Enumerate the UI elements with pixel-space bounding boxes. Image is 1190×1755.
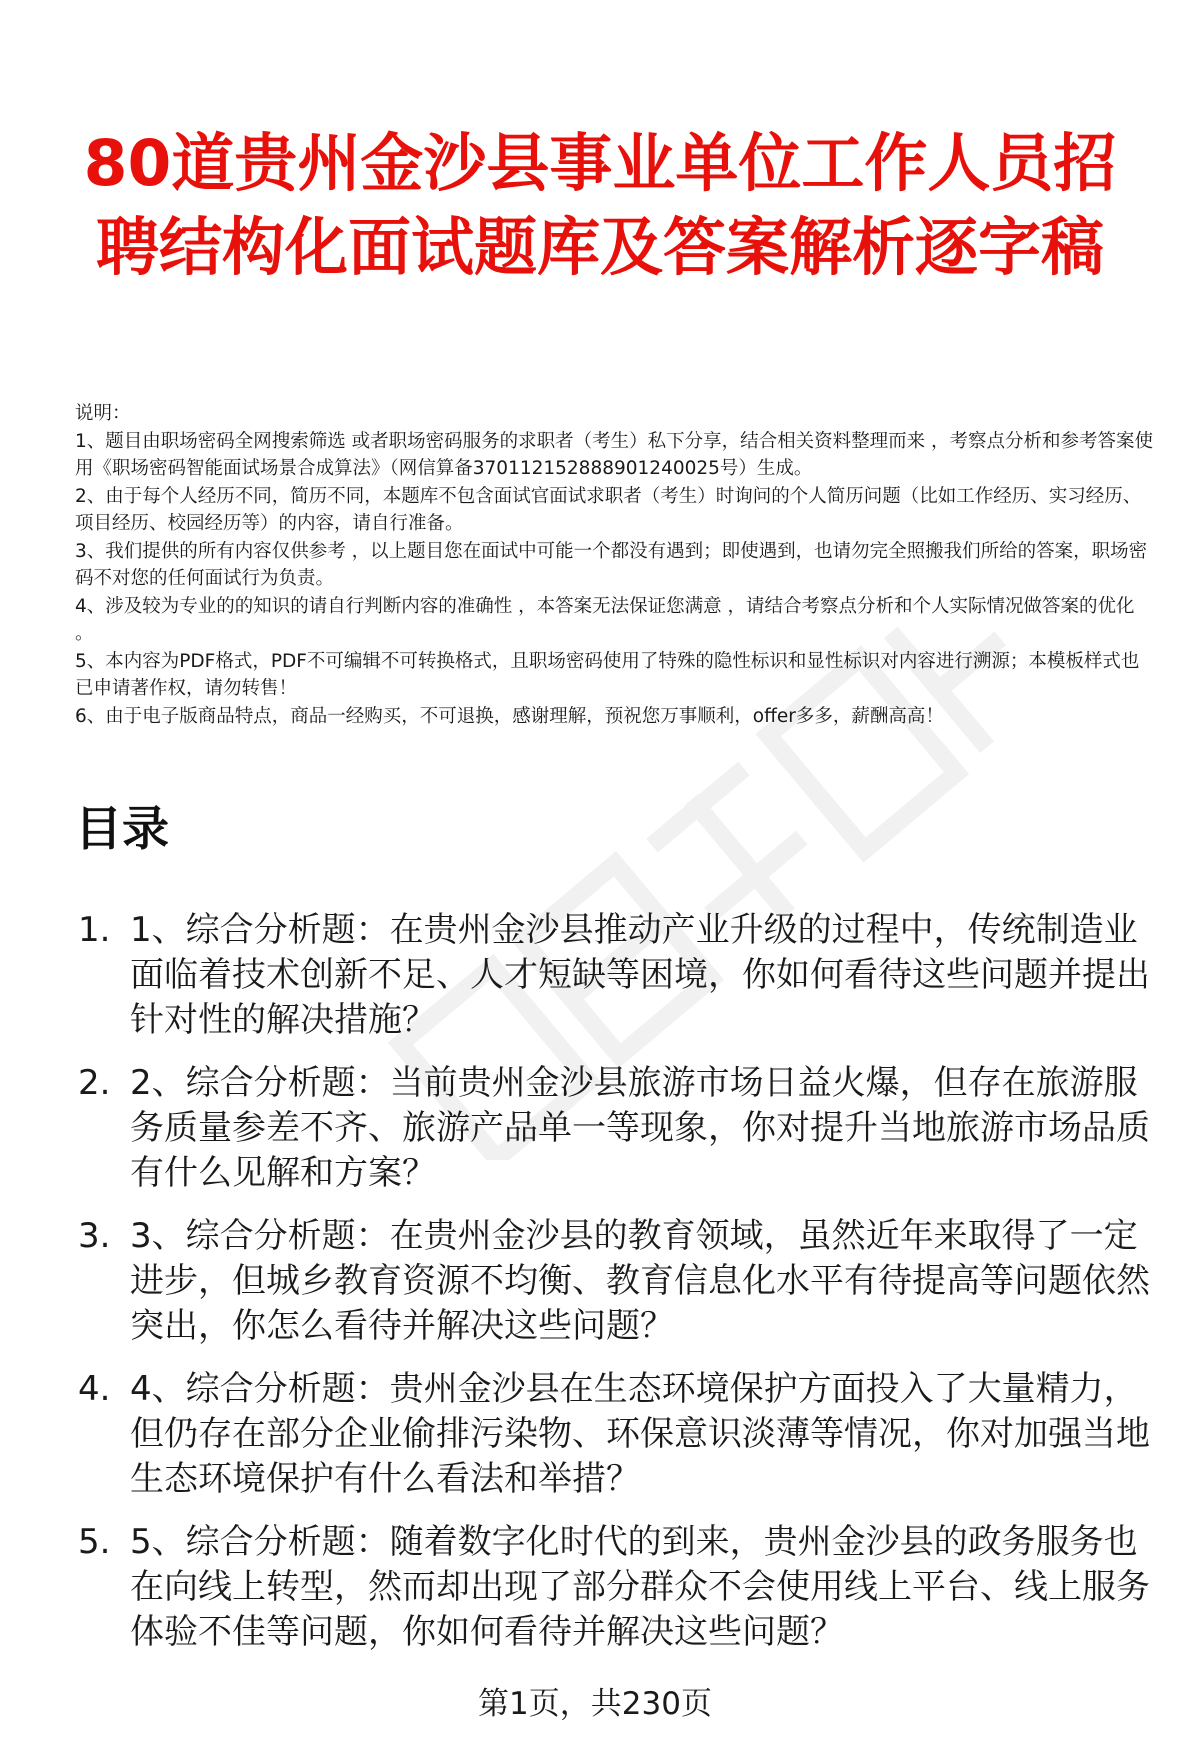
note-item: 1、题目由职场密码全网搜索筛选 或者职场密码服务的求职者（考生）私下分享，结合相关资料整理而来 ，考察点分析和参考答案使用《职场密码智能面试场景合成算法》（网信算备370112152888901240025号）生成。 (75, 430, 1154, 479)
toc-item-text[interactable]: 3、综合分析题：在贵州金沙县的教育领域，虽然近年来取得了一定进步，但城乡教育资源不均衡、教育信息化水平有待提高等问题依然突出，你怎么看待并解决这些问题？ (130, 1216, 1150, 1346)
note-item: 2、由于每个人经历不同，简历不同，本题库不包含面试官面试求职者（考生）时询问的个人简历问题（比如工作经历、实习经历、项目经历、校园经历等）的内容，请自行准备。 (75, 485, 1142, 534)
toc-item-text[interactable]: 1、综合分析题：在贵州金沙县推动产业升级的过程中，传统制造业面临着技术创新不足、人才短缺等困境，你如何看待这些问题并提出针对性的解决措施？ (130, 910, 1150, 1040)
toc-item-number: 3. (78, 1216, 111, 1256)
toc-item-number: 2. (78, 1063, 111, 1103)
notes-heading: 说明： (75, 403, 131, 424)
note-item: 4、涉及较为专业的的知识的请自行判断内容的准确性 ，本答案无法保证您满意 ，请结合考察点分析和个人实际情况做答案的优化 。 (75, 595, 1135, 644)
note-item: 5、本内容为PDF格式，PDF不可编辑不可转换格式，且职场密码使用了特殊的隐性标识和显性标识对内容进行溯源；本模板样式也已申请著作权，请勿转售！ (75, 650, 1140, 699)
toc-item[interactable] (78, 1061, 1168, 1196)
toc-item[interactable] (78, 1214, 1168, 1349)
toc-item-number: 5. (78, 1522, 111, 1562)
page-number-footer: 第1页，共230页 (478, 1686, 712, 1722)
toc-item-number: 4. (78, 1369, 111, 1409)
toc-item[interactable] (78, 1520, 1168, 1655)
note-item: 3、我们提供的所有内容仅供参考 ，以上题目您在面试中可能一个都没有遇到；即使遇到，也请勿完全照搬我们所给的答案，职场密码不对您的任何面试行为负责。 (75, 540, 1148, 589)
toc-item[interactable] (78, 908, 1168, 1043)
toc-item-number: 1. (78, 910, 111, 950)
toc-list (78, 908, 1168, 1673)
toc-item-text[interactable]: 2、综合分析题：当前贵州金沙县旅游市场日益火爆，但存在旅游服务质量参差不齐、旅游产品单一等现象，你对提升当地旅游市场品质有什么见解和方案？ (130, 1063, 1150, 1193)
disclaimer-notes (75, 400, 1155, 730)
toc-heading: 目录 (75, 802, 169, 857)
toc-item[interactable] (78, 1367, 1168, 1502)
toc-item-text[interactable]: 4、综合分析题：贵州金沙县在生态环境保护方面投入了大量精力，但仍存在部分企业偷排污染物、环保意识淡薄等情况，你对加强当地生态环境保护有什么看法和举措？ (130, 1369, 1150, 1499)
document-title: 80道贵州金沙县事业单位工作人员招聘结构化面试题库及答案解析逐字稿 (83, 127, 1117, 284)
toc-item-text[interactable]: 5、综合分析题：随着数字化时代的到来，贵州金沙县的政务服务也在向线上转型，然而却出现了部分群众不会使用线上平台、线上服务体验不佳等问题，你如何看待并解决这些问题？ (130, 1522, 1150, 1652)
note-item: 6、由于电子版商品特点，商品一经购买，不可退换，感谢理解，预祝您万事顺利，offer多多，薪酬高高！ (75, 705, 944, 727)
